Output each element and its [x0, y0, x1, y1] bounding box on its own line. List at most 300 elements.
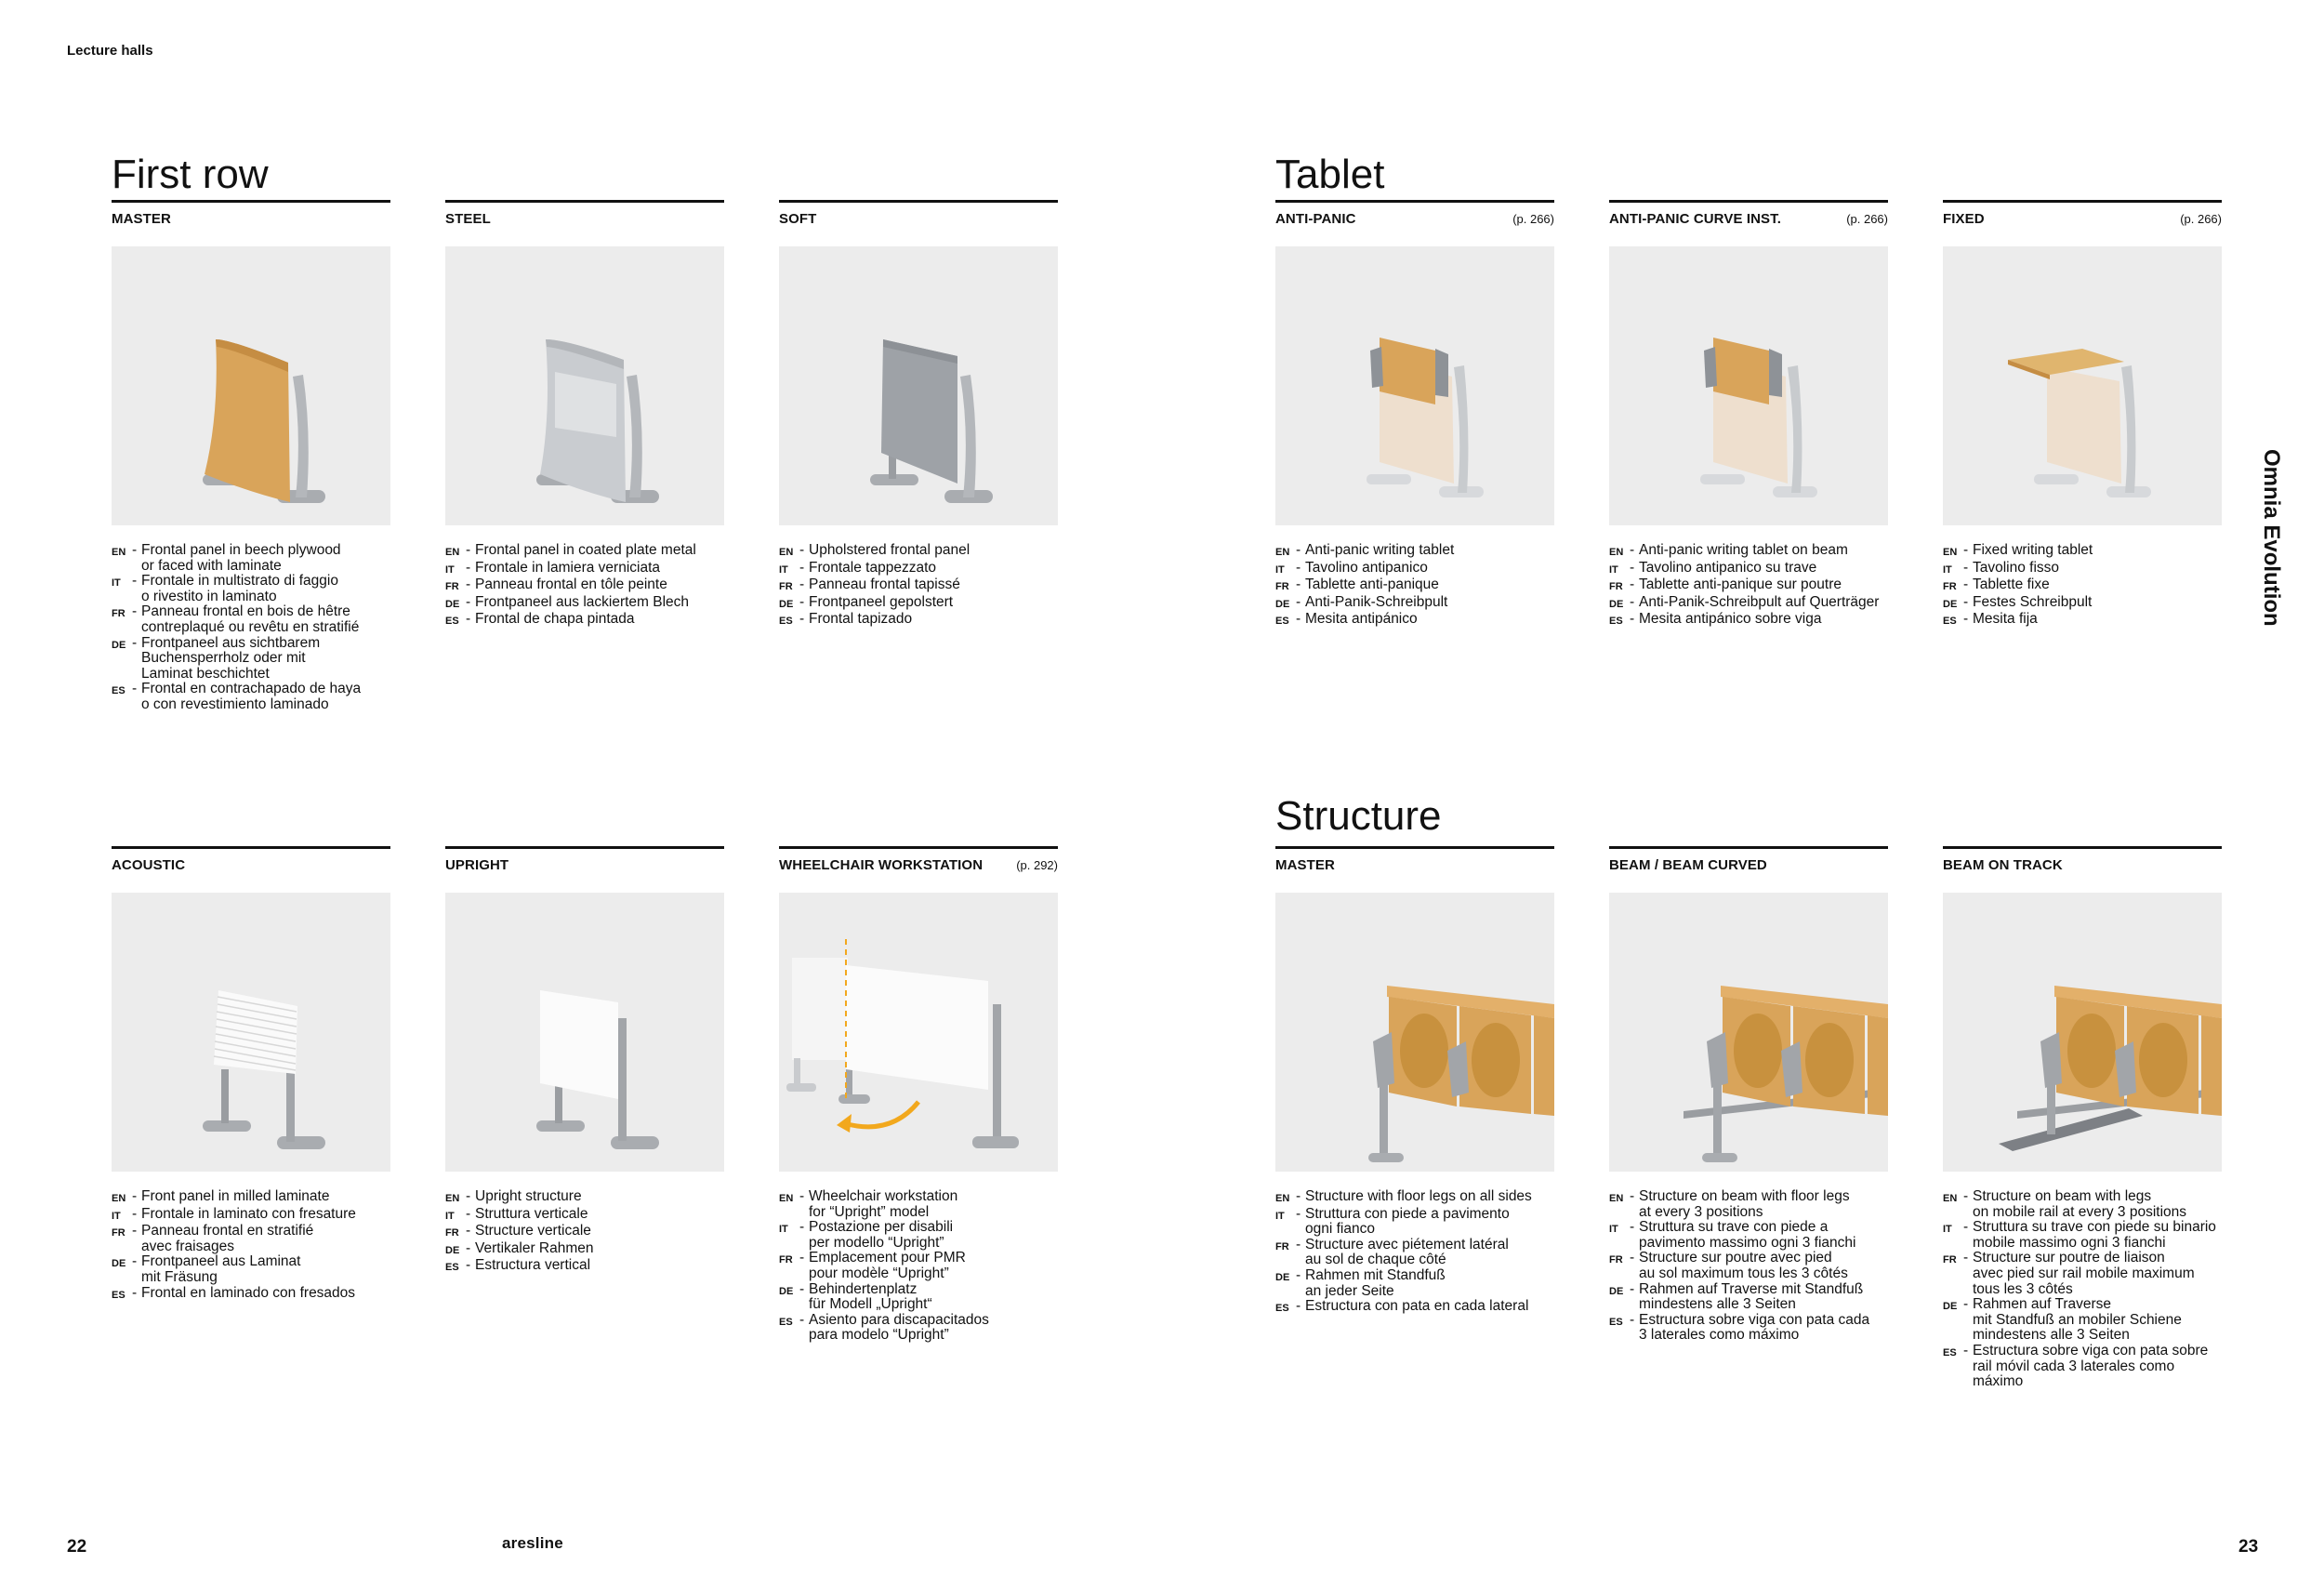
language-code: IT — [1943, 563, 1952, 576]
separator: - — [799, 1219, 805, 1236]
language-code: EN — [1609, 1193, 1624, 1204]
description-line-fr — [1943, 1251, 2222, 1297]
card-rule — [779, 200, 1058, 203]
section-title-first-row: First row — [112, 152, 269, 197]
language-code: ES — [445, 616, 459, 628]
language-code: IT — [779, 563, 788, 576]
header-label: Lecture halls — [67, 43, 153, 59]
description-text: Structure avec piétement latéral au sol de chaque côté — [1305, 1236, 1509, 1268]
description-text: Frontpaneel aus Laminat mit Fräsung — [141, 1253, 301, 1285]
description — [779, 1189, 1058, 1344]
card-first-row-acoustic — [112, 846, 390, 1303]
description-line-en — [112, 1189, 390, 1207]
description-text: Fixed writing tablet — [1973, 542, 2093, 558]
description-line-de — [112, 636, 390, 682]
card-first-row-steel — [445, 200, 724, 629]
product-image-soft-panel — [779, 246, 1058, 525]
description-line-de — [1275, 1268, 1554, 1299]
separator: - — [799, 593, 805, 610]
separator: - — [1296, 542, 1301, 558]
separator: - — [799, 576, 805, 593]
product-image-fixed-tablet — [1943, 246, 2222, 525]
page-ref: (p. 266) — [1512, 212, 1554, 226]
language-code: DE — [779, 1285, 794, 1297]
card-title: ACOUSTIC — [112, 857, 186, 873]
separator: - — [1630, 542, 1635, 558]
description-text: Anti-panic writing tablet — [1305, 542, 1455, 558]
card-title: SOFT — [779, 211, 817, 227]
description-line-en — [1943, 543, 2222, 561]
card-rule — [1609, 200, 1888, 203]
description-text: Rahmen auf Traverse mit Standfuß an mobiler Schiene mindestens alle 3 Seiten — [1973, 1296, 2182, 1344]
separator: - — [799, 559, 805, 576]
language-code: IT — [445, 563, 455, 576]
description-line-en — [779, 1189, 1058, 1220]
description-line-de — [445, 595, 724, 613]
description-text: Postazione per disabili per modello “Upright” — [809, 1219, 954, 1251]
description-text: Estructura sobre viga con pata sobre rail móvil cada 3 laterales como máximo — [1973, 1342, 2209, 1390]
description-text: Behindertenplatz für Modell „Upright“ — [809, 1280, 932, 1313]
description-line-fr — [112, 1224, 390, 1254]
separator: - — [466, 1257, 471, 1274]
description-line-en — [1609, 543, 1888, 561]
description-text: Frontal tapizado — [809, 611, 913, 628]
description-text: Mesita fija — [1973, 611, 2038, 628]
description — [445, 1189, 724, 1276]
language-code: DE — [1275, 598, 1290, 610]
language-code: FR — [445, 581, 459, 593]
language-code: DE — [445, 598, 460, 610]
description-text: Frontale in laminato con fresature — [141, 1205, 356, 1222]
language-code: FR — [1609, 1254, 1623, 1266]
description-text: Tavolino fisso — [1973, 559, 2060, 576]
separator: - — [1296, 593, 1301, 610]
description-line-fr — [112, 604, 390, 635]
language-code: EN — [112, 547, 126, 558]
separator: - — [1963, 542, 1969, 558]
card-structure-master — [1275, 846, 1554, 1317]
product-image-wheelchair-workstation — [779, 893, 1058, 1172]
description-line-it — [445, 1207, 724, 1225]
card-rule — [112, 846, 390, 849]
language-code: ES — [445, 1262, 459, 1274]
card-title: ANTI-PANIC CURVE INST. — [1609, 211, 1781, 227]
description-line-it — [1609, 561, 1888, 578]
language-code: ES — [1275, 1303, 1289, 1315]
separator: - — [1630, 576, 1635, 593]
language-code: EN — [779, 1193, 794, 1204]
separator: - — [1630, 1219, 1635, 1236]
description-text: Estructura vertical — [475, 1257, 591, 1274]
separator: - — [1296, 559, 1301, 576]
card-title: BEAM ON TRACK — [1943, 857, 2063, 873]
description-line-en — [445, 543, 724, 561]
card-title: FIXED — [1943, 211, 1985, 227]
separator: - — [1296, 576, 1301, 593]
language-code: EN — [445, 1193, 460, 1204]
card-rule — [1943, 200, 2222, 203]
section-title-tablet: Tablet — [1275, 152, 1385, 197]
description-line-fr — [1609, 577, 1888, 595]
description-text: Struttura con piede a pavimento ogni fianco — [1305, 1205, 1510, 1238]
language-code: ES — [779, 1316, 793, 1328]
separator: - — [1963, 611, 1969, 628]
product-image-structure-beam-on-track — [1943, 893, 2222, 1172]
language-code: FR — [1275, 581, 1289, 593]
description-line-es — [445, 612, 724, 629]
description-line-en — [1609, 1189, 1888, 1220]
description-text: Structure sur poutre de liaison avec pied sur rail mobile maximum tous les 3 côtés — [1973, 1250, 2195, 1297]
language-code: DE — [112, 639, 126, 651]
separator: - — [132, 1253, 138, 1270]
separator: - — [466, 1205, 471, 1222]
separator: - — [1296, 1266, 1301, 1283]
description-line-es — [779, 612, 1058, 629]
description-text: Struttura su trave con piede su binario mobile massimo ogni 3 fianchi — [1973, 1219, 2216, 1251]
description-line-es — [1943, 612, 2222, 629]
language-code: FR — [1943, 581, 1957, 593]
separator: - — [1630, 593, 1635, 610]
description — [1609, 1189, 1888, 1344]
description-line-es — [1609, 1313, 1888, 1344]
description-line-es — [445, 1258, 724, 1276]
description-line-it — [1275, 561, 1554, 578]
description-line-de — [1609, 1282, 1888, 1313]
separator: - — [799, 1311, 805, 1328]
separator: - — [466, 576, 471, 593]
separator: - — [1963, 559, 1969, 576]
description-line-fr — [1609, 1251, 1888, 1281]
description-text: Tablette anti-panique sur poutre — [1639, 576, 1842, 593]
separator: - — [132, 573, 138, 590]
description-line-en — [445, 1189, 724, 1207]
card-rule — [1609, 846, 1888, 849]
separator: - — [1296, 1236, 1301, 1252]
description-line-fr — [445, 1224, 724, 1241]
card-first-row-upright — [445, 846, 724, 1276]
description-line-en — [1943, 1189, 2222, 1220]
language-code: DE — [1609, 598, 1624, 610]
description-line-de — [1943, 595, 2222, 613]
description-line-en — [779, 543, 1058, 561]
description-line-fr — [779, 1251, 1058, 1281]
language-code: EN — [779, 547, 794, 558]
separator: - — [799, 611, 805, 628]
language-code: IT — [1609, 1224, 1618, 1236]
separator: - — [466, 1188, 471, 1204]
description-text: Frontal panel in beech plywood or faced with laminate — [141, 542, 341, 574]
product-image-anti-panic-tablet — [1275, 246, 1554, 525]
description — [112, 543, 390, 713]
separator: - — [799, 1280, 805, 1297]
description-text: Frontal en contrachapado de haya o con revestimiento laminado — [141, 681, 362, 712]
language-code: DE — [779, 598, 794, 610]
description-line-es — [112, 682, 390, 712]
description-text: Festes Schreibpult — [1973, 593, 2093, 610]
card-first-row-soft — [779, 200, 1058, 629]
language-code: IT — [1943, 1224, 1952, 1236]
description-line-en — [1275, 543, 1554, 561]
language-code: EN — [1275, 1193, 1290, 1204]
separator: - — [1296, 611, 1301, 628]
description-text: Rahmen mit Standfuß an jeder Seite — [1305, 1266, 1446, 1299]
language-code: IT — [112, 577, 121, 590]
page-ref: (p. 266) — [1846, 212, 1888, 226]
language-code: FR — [112, 1227, 125, 1239]
description-text: Struttura verticale — [475, 1205, 588, 1222]
language-code: IT — [112, 1210, 121, 1222]
product-image-structure-beam — [1609, 893, 1888, 1172]
description-line-fr — [445, 577, 724, 595]
description-text: Frontpaneel gepolstert — [809, 593, 954, 610]
description-line-de — [1943, 1297, 2222, 1344]
description-text: Mesita antipánico sobre viga — [1639, 611, 1822, 628]
page-number-left: 22 — [67, 1537, 87, 1557]
language-code: IT — [1275, 563, 1285, 576]
description-text: Frontale tappezzato — [809, 559, 937, 576]
description-text: Anti-Panik-Schreibpult — [1305, 593, 1448, 610]
separator: - — [799, 1250, 805, 1266]
description — [445, 543, 724, 629]
description-line-fr — [779, 577, 1058, 595]
separator: - — [1963, 1296, 1969, 1313]
separator: - — [132, 1188, 138, 1204]
description-text: Upholstered frontal panel — [809, 542, 971, 558]
separator: - — [466, 1239, 471, 1256]
separator: - — [1963, 1342, 1969, 1358]
card-title: WHEELCHAIR WORKSTATION — [779, 857, 984, 873]
description-text: Panneau frontal en tôle peinte — [475, 576, 667, 593]
language-code: EN — [112, 1193, 126, 1204]
description-line-it — [1943, 1220, 2222, 1251]
separator: - — [132, 1284, 138, 1301]
language-code: DE — [1943, 598, 1958, 610]
description-text: Tavolino antipanico su trave — [1639, 559, 1817, 576]
page-number-right: 23 — [2238, 1537, 2259, 1557]
language-code: FR — [1943, 1254, 1957, 1266]
separator: - — [132, 603, 138, 620]
description-text: Struttura su trave con piede a pavimento massimo ogni 3 fianchi — [1639, 1219, 1856, 1251]
separator: - — [132, 634, 138, 651]
language-code: EN — [1275, 547, 1290, 558]
description-line-de — [445, 1241, 724, 1259]
product-image-master-panel — [112, 246, 390, 525]
card-rule — [1275, 200, 1554, 203]
card-rule — [112, 200, 390, 203]
description-line-fr — [1275, 577, 1554, 595]
language-code: ES — [112, 685, 125, 697]
language-code: DE — [445, 1244, 460, 1256]
separator: - — [1630, 1311, 1635, 1328]
language-code: DE — [1275, 1271, 1290, 1283]
separator: - — [1963, 1250, 1969, 1266]
description-line-de — [779, 1282, 1058, 1313]
description-line-es — [779, 1313, 1058, 1344]
description-text: Structure with floor legs on all sides — [1305, 1188, 1532, 1204]
page-ref: (p. 292) — [1016, 858, 1058, 872]
language-code: DE — [1943, 1301, 1958, 1313]
description — [779, 543, 1058, 629]
separator: - — [799, 1188, 805, 1204]
description-text: Frontpaneel aus lackiertem Blech — [475, 593, 690, 610]
description-line-fr — [1275, 1238, 1554, 1268]
card-rule — [445, 846, 724, 849]
description-line-es — [112, 1286, 390, 1304]
language-code: DE — [1609, 1285, 1624, 1297]
description-line-it — [1275, 1207, 1554, 1238]
description-text: Frontpaneel aus sichtbarem Buchensperrholz oder mit Laminat beschichtet — [141, 634, 321, 682]
description-text: Frontal de chapa pintada — [475, 611, 635, 628]
language-code: IT — [445, 1210, 455, 1222]
language-code: EN — [445, 547, 460, 558]
separator: - — [1963, 576, 1969, 593]
description-line-de — [779, 595, 1058, 613]
separator: - — [1296, 1188, 1301, 1204]
description-text: Structure on beam with legs on mobile rail at every 3 positions — [1973, 1188, 2187, 1220]
description-line-it — [1609, 1220, 1888, 1251]
description-text: Structure sur poutre avec pied au sol maximum tous les 3 côtés — [1639, 1250, 1848, 1281]
description-line-es — [1275, 1299, 1554, 1317]
page-ref: (p. 266) — [2180, 212, 2222, 226]
description-text: Structure on beam with floor legs at every 3 positions — [1639, 1188, 1850, 1220]
card-title: MASTER — [112, 211, 171, 227]
separator: - — [1963, 1219, 1969, 1236]
description — [112, 1189, 390, 1303]
description-line-es — [1609, 612, 1888, 629]
card-title: UPRIGHT — [445, 857, 509, 873]
product-image-upright-panel — [445, 893, 724, 1172]
separator: - — [1296, 1298, 1301, 1315]
language-code: EN — [1609, 547, 1624, 558]
card-title: ANTI-PANIC — [1275, 211, 1356, 227]
description-line-it — [112, 1207, 390, 1225]
product-image-structure-master — [1275, 893, 1554, 1172]
separator: - — [1630, 1250, 1635, 1266]
card-structure-beam-on-track — [1943, 846, 2222, 1390]
description-line-es — [1943, 1344, 2222, 1390]
description-line-it — [1943, 561, 2222, 578]
brand-logo: aresline — [502, 1534, 563, 1552]
description-text: Asiento para discapacitados para modelo “Upright” — [809, 1311, 989, 1344]
language-code: FR — [779, 581, 793, 593]
language-code: EN — [1943, 547, 1958, 558]
card-rule — [445, 200, 724, 203]
language-code: IT — [1609, 563, 1618, 576]
separator: - — [1963, 1188, 1969, 1204]
language-code: ES — [779, 616, 793, 628]
card-title: STEEL — [445, 211, 491, 227]
description-text: Panneau frontal tapissé — [809, 576, 960, 593]
separator: - — [466, 593, 471, 610]
separator: - — [132, 1223, 138, 1239]
separator: - — [466, 1223, 471, 1239]
language-code: EN — [1943, 1193, 1958, 1204]
description-line-de — [1275, 595, 1554, 613]
card-first-row-master — [112, 200, 390, 713]
description-line-it — [779, 561, 1058, 578]
language-code: ES — [1943, 616, 1957, 628]
separator: - — [1963, 593, 1969, 610]
description-text: Vertikaler Rahmen — [475, 1239, 594, 1256]
card-title: BEAM / BEAM CURVED — [1609, 857, 1767, 873]
language-code: IT — [1275, 1210, 1285, 1222]
card-tablet-fixed — [1943, 200, 2222, 629]
card-rule — [1275, 846, 1554, 849]
description — [1275, 1189, 1554, 1317]
description-line-es — [1275, 612, 1554, 629]
card-first-row-wheelchair — [779, 846, 1058, 1344]
description-text: Mesita antipánico — [1305, 611, 1418, 628]
separator: - — [132, 681, 138, 697]
product-image-anti-panic-curve-tablet — [1609, 246, 1888, 525]
description-text: Tavolino antipanico — [1305, 559, 1428, 576]
description-line-it — [779, 1220, 1058, 1251]
description — [1943, 543, 2222, 629]
description-text: Tablette anti-panique — [1305, 576, 1439, 593]
separator: - — [466, 542, 471, 558]
card-tablet-anti-panic-curve — [1609, 200, 1888, 629]
separator: - — [1296, 1205, 1301, 1222]
description-text: Front panel in milled laminate — [141, 1188, 330, 1204]
separator: - — [466, 559, 471, 576]
language-code: DE — [112, 1258, 126, 1270]
description-text: Frontale in lamiera verniciata — [475, 559, 661, 576]
language-code: ES — [1609, 1316, 1623, 1328]
description-line-it — [445, 561, 724, 578]
description-text: Wheelchair workstation for “Upright” model — [809, 1188, 958, 1220]
description-line-en — [112, 543, 390, 574]
separator: - — [1630, 1188, 1635, 1204]
description-text: Tablette fixe — [1973, 576, 2050, 593]
card-tablet-anti-panic — [1275, 200, 1554, 629]
language-code: FR — [445, 1227, 459, 1239]
separator: - — [466, 611, 471, 628]
separator: - — [1630, 611, 1635, 628]
language-code: FR — [1609, 581, 1623, 593]
description-text: Panneau frontal en stratifié avec fraisages — [141, 1223, 314, 1254]
description-text: Estructura sobre viga con pata cada 3 laterales como máximo — [1639, 1311, 1870, 1344]
language-code: ES — [1943, 1346, 1957, 1358]
separator: - — [132, 1205, 138, 1222]
description-text: Frontale in multistrato di faggio o rivestito in laminato — [141, 573, 338, 604]
card-rule — [1943, 846, 2222, 849]
language-code: ES — [1609, 616, 1623, 628]
description-line-fr — [1943, 577, 2222, 595]
description-text: Rahmen auf Traverse mit Standfuß mindestens alle 3 Seiten — [1639, 1280, 1864, 1313]
separator: - — [1630, 1280, 1635, 1297]
language-code: FR — [112, 608, 125, 620]
card-title: MASTER — [1275, 857, 1335, 873]
description-text: Frontal panel in coated plate metal — [475, 542, 696, 558]
description-line-de — [112, 1254, 390, 1285]
description — [1609, 543, 1888, 629]
product-image-steel-panel — [445, 246, 724, 525]
description-line-de — [1609, 595, 1888, 613]
card-structure-beam — [1609, 846, 1888, 1344]
language-code: IT — [779, 1224, 788, 1236]
description-line-en — [1275, 1189, 1554, 1207]
description-line-it — [112, 574, 390, 604]
language-code: ES — [112, 1289, 125, 1301]
description-text: Upright structure — [475, 1188, 582, 1204]
separator: - — [799, 542, 805, 558]
description — [1943, 1189, 2222, 1390]
description-text: Estructura con pata en cada lateral — [1305, 1298, 1529, 1315]
language-code: ES — [1275, 616, 1289, 628]
description-text: Frontal en laminado con fresados — [141, 1284, 356, 1301]
product-image-acoustic-panel — [112, 893, 390, 1172]
section-title-structure: Structure — [1275, 793, 1442, 839]
